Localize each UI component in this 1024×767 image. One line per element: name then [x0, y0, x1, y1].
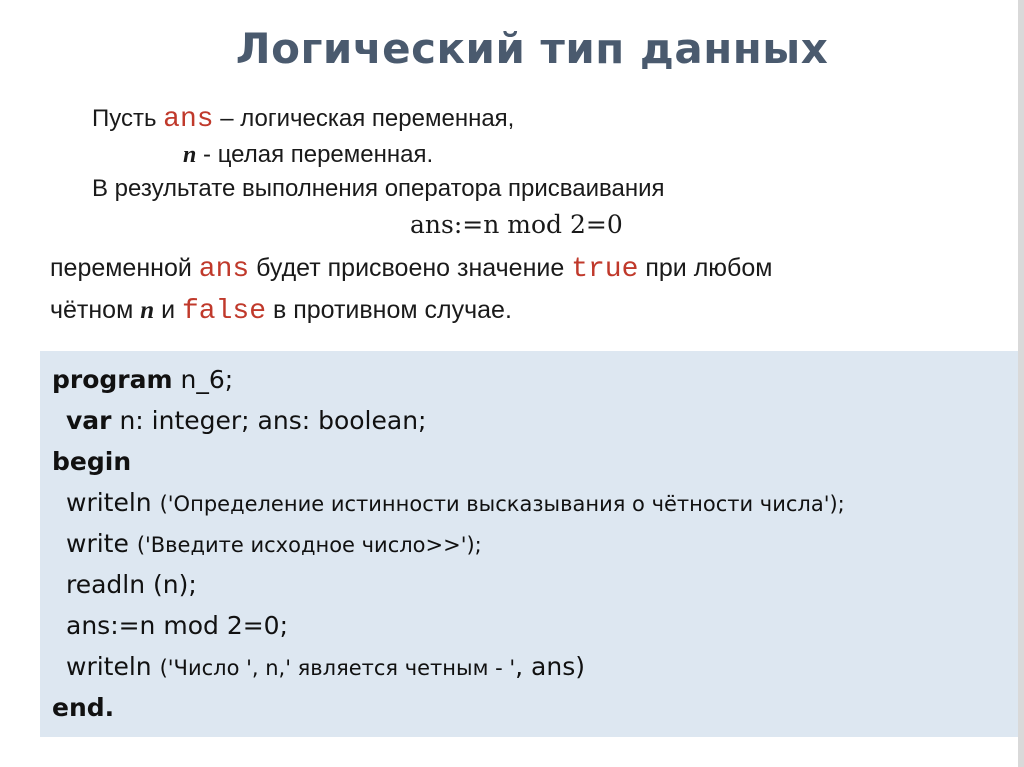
keyword-false: false	[182, 296, 267, 327]
keyword-ans: ans	[198, 254, 250, 285]
slide-edge-bar	[1018, 0, 1024, 767]
code-line-2	[66, 406, 426, 435]
code-text: write	[66, 529, 137, 558]
code-text: , ans)	[515, 652, 585, 681]
code-line-3: begin	[52, 447, 132, 476]
code-text: n: integer; ans: boolean;	[111, 406, 427, 435]
code-text: n_6;	[172, 365, 234, 394]
intro-text: Пусть	[92, 105, 164, 132]
assignment-statement: ans:=n mod 2=0	[410, 210, 623, 239]
code-line-9: end.	[52, 693, 115, 722]
code-string: ('Введите исходное число>>');	[136, 533, 482, 557]
intro-text: – логическая переменная,	[213, 105, 515, 132]
slide-title: Логический тип данных	[235, 24, 829, 73]
intro-text: при любом	[638, 254, 773, 282]
code-string: ('Определение истинности высказывания о чётности числа');	[159, 492, 845, 516]
code-line-6: readln (n);	[66, 570, 197, 599]
intro-text: и	[154, 296, 182, 324]
code-listing	[40, 351, 1018, 737]
intro-text: в противном случае.	[266, 296, 512, 324]
intro-line-2	[183, 141, 433, 169]
code-line-4	[66, 488, 845, 517]
code-line-1	[52, 365, 233, 394]
code-text: writeln	[66, 488, 160, 517]
intro-text: переменной	[50, 254, 199, 282]
intro-line-1	[92, 104, 514, 135]
intro-text: будет присвоено значение	[249, 254, 572, 282]
intro-text: чётном	[50, 296, 141, 324]
intro-line-3: В результате выполнения оператора присваивания	[92, 175, 665, 202]
code-line-5	[66, 529, 482, 558]
code-line-8	[66, 652, 585, 681]
code-line-7: ans:=n mod 2=0;	[66, 611, 288, 640]
variable-n: n	[140, 297, 155, 324]
code-text: writeln	[66, 652, 160, 681]
keyword-ans: ans	[163, 104, 214, 135]
intro-line-5	[50, 254, 772, 285]
intro-text: - целая переменная.	[196, 141, 434, 168]
variable-n: n	[183, 142, 197, 168]
keyword-true: true	[571, 254, 639, 285]
code-keyword: program	[52, 365, 173, 394]
code-string: ('Число ', n,' является четным - '	[159, 656, 516, 680]
intro-line-6	[50, 296, 512, 327]
code-keyword: var	[66, 406, 112, 435]
